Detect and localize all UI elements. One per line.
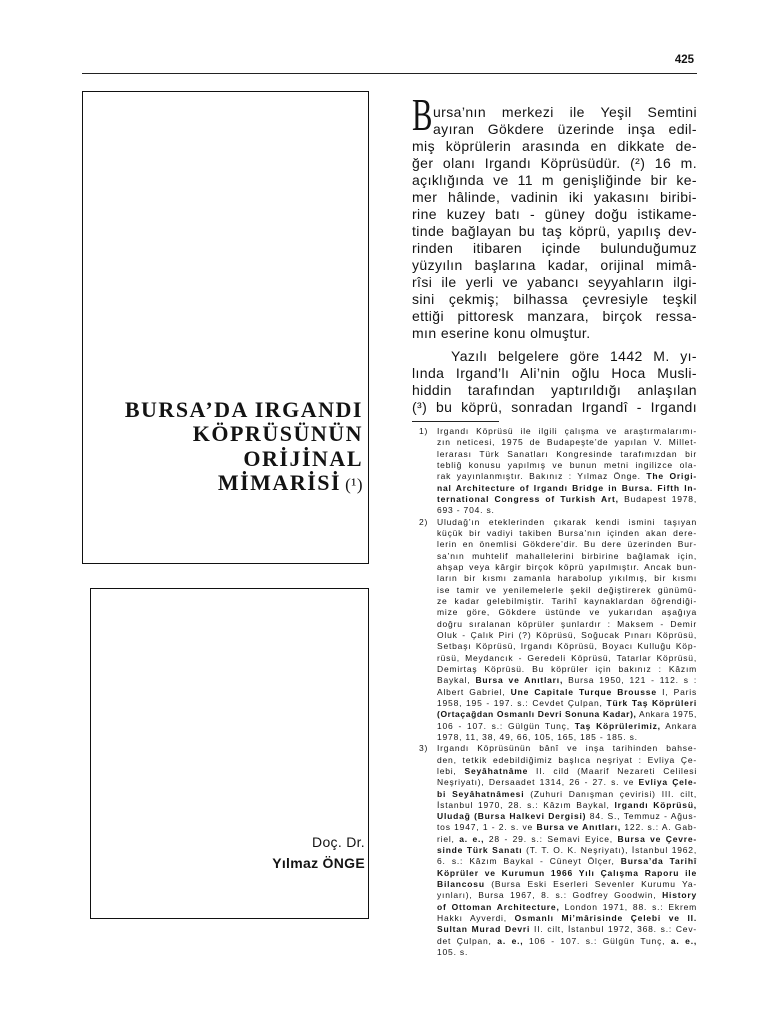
line-text [437,687,697,697]
line-text [437,822,697,832]
text-run: rak yayınlanmıştır. Bakınız : Yılmaz Önge. [437,471,647,482]
bold-run: Une Capitale Turque Brousse [510,686,657,697]
line-text: Oluk - Çalık Piri (?) Köprüsü, Soğucak Pınarı Köprüsü, [437,629,697,640]
footnote-line [412,562,697,573]
footnote-line [412,811,697,822]
line-text: 105. s. [437,947,469,958]
body-line [412,240,697,257]
line-text [437,709,697,719]
body-line [412,121,697,138]
footnote-line [412,822,697,833]
line-text: lerin en önemlisi Gökdere’dir. Bu dere üzerinden Bur- [437,539,697,550]
body-paragraph [412,348,697,416]
body-line [412,308,697,325]
footnote-line [412,573,697,584]
line-text [437,856,697,866]
line-text: lında Irgand’lı Ali’nin oğlu Hoca Musli- [412,365,697,381]
line-text: hiddin tarafından yaptırıldığı anlaşılan [412,382,697,398]
footnote-line [412,924,697,935]
text-run: 122. s.: A. Gab- [621,822,698,833]
line-text [437,777,697,787]
footnote-line [412,426,697,437]
line-text: Irgandı Köprüsünün bânî ve inşa tarihinden bahse- [437,743,697,754]
text-run: tos 1947, 1 - 2. s. ve [437,822,537,833]
text-run: det Çulpan, [437,935,498,946]
line-text: mize göre, Gökdere üstünde ve yukarıdan aşağıya [437,607,697,618]
bold-run: a. e., [459,833,485,844]
body-line [412,325,697,342]
line-text [437,845,697,855]
footnote-line [412,607,697,618]
text-run: (Zuhuri Danışman çevirisi) III. cilt, [524,788,697,799]
text-run: 6. s.: Kâzım Baykal - Cüneyt Ölçer, [437,856,621,867]
footnote-number: 2) [419,516,429,527]
line-text: tinde bağlayan bu taş köprü, yapılış dev- [412,223,697,239]
body-paragraph [412,104,697,342]
text-run: Ankara [660,720,697,731]
bold-run: (Ortaçağdan Osmanlı Devri Sonuna Kadar), [437,709,637,720]
footnote-line [412,709,697,720]
title-line: KÖPRÜSÜNÜN [192,421,363,447]
line-text [437,494,697,504]
footnote-line [412,630,697,641]
bold-run: The Origi- [646,471,697,482]
footnote-line [412,687,697,698]
footnote-line [412,471,697,482]
footnote-line [412,777,697,788]
body-line [412,365,697,382]
line-text: ların bir kısmı zamanla harabolup yıkılmış, bir kısmı [437,573,697,584]
body-line [412,189,697,206]
footnote-line [412,845,697,856]
line-text [437,766,697,776]
title-line [91,471,363,497]
line-text: Setbaşı Köprüsü, Irgandı Köprüsü, Boyacı Kulluğu Köp- [437,641,697,652]
title-footnote-ref: (¹) [345,474,363,494]
text-run: Hakkı Ayverdi, [437,913,515,924]
line-text: ğer olanı Irgandı Köprüsüdür. (²) 16 m. [412,155,697,171]
bold-run: Türk Taş Köprüleri [606,697,697,708]
text-run: yınları), Bursa 1967, 8. s.: Godfrey Goodwin, [437,890,663,901]
header-rule [82,73,697,74]
footnote-line [412,936,697,947]
line-text: lerarası Türk Sanatları Kongresinde tarafımızdan bir [437,448,697,459]
text-run: 106 - 107. s.: Gülgün Tunç, [437,720,575,731]
line-text: den, tetkik edebildiğimiz başlıca neşriyat : Evliya Çe- [437,754,697,765]
line-text: rîsi ile yerli ve yabancı seyyahların ilgi- [412,274,697,290]
line-text: Yazılı belgelere göre 1442 M. yı- [451,348,697,364]
line-text: 1978, 11, 38, 49, 66, 105, 165, 185 - 185. s. [437,731,638,742]
line-text: sa’nın muhtelif mahallelerini birbirine bağlamak için, [437,550,697,561]
bold-run: Bilancosu [437,879,485,890]
text-run: Bursa 1950, 121 - 112. s : [563,675,697,686]
footnote-line [412,879,697,890]
bold-run: Seyâhatnâme [464,765,529,776]
bold-run: a. e., [670,935,698,946]
body-line [412,206,697,223]
line-text: ayıran Gökdere üzerinde inşa edil- [433,121,697,137]
line-text [437,800,697,810]
author-name: Yılmaz ÖNGE [272,855,365,871]
body-line [412,399,697,416]
line-text [437,471,697,481]
author-title: Doç. Dr. [312,834,365,850]
body-line [412,104,697,121]
bold-run: Bursa’da Tarihî [620,856,697,867]
line-text [437,868,697,878]
text-run: 84. S., Temmuz - Ağus- [586,811,697,822]
bold-run: a. e., [497,935,524,946]
text-run: London 1971, 88. s.: Ekrem [559,901,697,912]
bold-run: Köprüler ve Kurumun 1966 Yılı Çalışma Raporu ile [437,867,697,878]
line-text [437,675,697,685]
text-run: 1958, 195 - 197. s.: Cevdet Çulpan, [437,697,607,708]
footnote-line [412,732,697,743]
text-run: (Bursa Eski Eserleri Sevenler Kurumu Ya- [484,879,697,890]
bold-run: Bursa ve Çevre- [617,833,698,844]
bold-run: ternational Congress of Turkish Art, [437,493,619,504]
bold-run: Sultan Murad Devri [437,924,531,935]
body-text [412,104,697,416]
footnote-line [412,675,697,686]
bold-run: Irgandı Köprüsü, [614,799,697,810]
text-run: Baykal, [437,675,476,686]
line-text [437,834,697,844]
line-text: açıklığında ve 11 m genişliğinde bir ke- [412,172,697,188]
bold-run: nal Architecture of Irgandı Bridge in Bursa. Fifth In- [437,482,697,493]
bold-run: Osmanlı Mi’mârisinde Çelebi ve II. [514,913,697,924]
footnote-line [412,698,697,709]
article-title [91,398,363,497]
footnote-line [412,494,697,505]
footnote-line [412,743,697,754]
body-line [412,382,697,399]
line-text: ze kadar gelebilmiştir. Tarihî kaynaklardan öğrendiği- [437,595,697,606]
footnote-line [412,755,697,766]
line-text [437,913,697,923]
line-text: ahşap veya kârgir birçok köprü yapılmıştır. Ancak bun- [437,561,697,572]
title-line: BURSA’DA IRGANDI [124,397,363,422]
line-text [437,483,697,493]
footnotes [412,426,697,958]
bold-run: Uludağ (Bursa Halkevi Dergisi) [437,811,587,822]
bold-run: of Ottoman Architecture, [437,901,560,912]
body-line [412,223,697,240]
footnote-line [412,528,697,539]
bold-run: sinde Türk Sanatı [437,845,523,856]
bold-run: History [662,890,697,901]
text-run: Budapest 1978, [618,493,697,504]
footnote-line [412,437,697,448]
line-text: ise tamir ve yenilemelerle şekil değiştirerek günümü- [437,584,697,595]
line-text [437,924,697,934]
line-text [437,936,697,946]
text-run: I, Paris [656,686,697,697]
line-text: tebliğ konusu yapılmış ve bunun metni ingilizce ola- [437,459,697,470]
footnote-line [412,539,697,550]
text-run: 106 - 107. s.: Gülgün Tunç, [523,935,671,946]
text-run: Albert Gabriel, [437,686,511,697]
title-line-text: MİMARİSİ [217,469,342,495]
line-text: 693 - 704. s. [437,505,495,516]
footnote-1 [412,426,697,517]
footnote-line [412,505,697,516]
footnote-number: 1) [419,426,429,436]
footnote-line [412,834,697,845]
text-run: II. cilt, İstanbul 1972, 368. s.: Cev- [530,924,698,935]
text-run: II. cild (Maarif Nezareti Celilesi [528,765,698,776]
author-block [165,832,365,874]
footnote-line [412,721,697,732]
footnote-line [412,653,697,664]
footnote-line [412,947,697,958]
body-line [412,257,697,274]
footnote-line [412,483,697,494]
footnote-line [412,800,697,811]
footnote-line [412,766,697,777]
line-text: rinden itibaren içinde bulunduğumuz [412,240,697,256]
footnote-line [412,913,697,924]
body-line [412,274,697,291]
text-run: Ankara 1975, [636,709,698,720]
line-text [437,879,697,889]
bold-run: Evliya Çele- [638,777,697,788]
line-text: zın neticesi, 1975 de Budapeşte’de yapılan V. Millet- [437,437,697,448]
footnote-line [412,789,697,800]
bold-run: Bursa ve Anıtları, [475,675,564,686]
body-line [412,172,697,189]
text-run: (T. T. O. K. Neşriyatı), İstanbul 1962, [522,845,697,856]
footnote-line [412,585,697,596]
line-text: sini çekmiş; bilhassa çevresiyle teşkil [412,291,697,307]
line-text: doğru sıralanan köprüler şunlardır : Maksem - Demir [437,618,697,629]
line-text [437,902,697,912]
text-run: 28 - 29. s.: Semavi Eyice, [484,833,618,844]
line-text: yüzyılın başlarına kadar, orijinal mimâ- [412,257,697,273]
footnote-line [412,551,697,562]
footnote-line [412,619,697,630]
line-text: mer hâlinde, vadinin iki yakasını biribi- [412,189,697,205]
footnote-3 [412,743,697,958]
footnote-line [412,902,697,913]
footnote-2 [412,517,697,744]
text-run: İstanbul 1970, 28. s.: Kâzım Baykal, [437,799,615,810]
line-text: rüsü, Meydancık - Geredeli Köprüsü, Tatarlar Köprüsü, [437,652,697,663]
line-text: mın eserine konu olmuştur. [412,325,591,341]
footnote-line [412,596,697,607]
line-text: ursa’nın merkezi ile Yeşil Semtini [433,104,697,120]
footnote-line [412,868,697,879]
footnote-number: 3) [419,743,429,754]
line-text: Irgandı Köprüsü ile ilgili çalışma ve araştırmalarımı- [437,426,697,436]
bold-run: Bursa ve Anıtları, [536,822,621,833]
line-text [437,721,697,731]
line-text: (³) bu köprü, sonradan Irgandî - Irgandı [412,399,697,415]
page-number: 425 [674,54,694,66]
text-run: lebi, [437,765,465,776]
line-text [437,890,697,900]
line-text [437,811,697,821]
footnote-line [412,641,697,652]
bold-run: bi Seyâhatnâmesi [437,788,525,799]
bold-run: Taş Köprülerimiz, [574,720,661,731]
drop-cap: B [412,90,433,140]
title-line: ORİJİNAL [243,445,363,471]
body-line [412,348,697,365]
footnote-line [412,856,697,867]
line-text [437,789,697,799]
body-line [412,291,697,308]
footnote-line [412,460,697,471]
footnote-line [412,664,697,675]
line-text: rine kuzey batı - güney doğu istikame- [412,206,697,222]
text-run: riel, [437,833,460,844]
line-text: ettiği pittoresk manzara, birçok ressa- [412,308,697,324]
line-text: miş köprülerin arasında en dikkate de- [412,138,697,154]
footnote-line [412,890,697,901]
body-line [412,155,697,172]
footnote-line [412,517,697,528]
footnote-rule [412,421,499,422]
line-text [437,698,697,708]
line-text: küçük bir vadiyi takiben Bursa’nın içinden akan dere- [437,527,697,538]
line-text: Demirtaş Köprüsü. Bu köprüler için bakınız : Kâzım [437,663,697,674]
footnote-line [412,449,697,460]
text-run: Neşriyatı), Dersaadet 1314, 26 - 27. s. ve [437,777,639,788]
body-line [412,138,697,155]
line-text: Uludağ’ın eteklerinden çıkarak kendi ismini taşıyan [437,516,697,527]
